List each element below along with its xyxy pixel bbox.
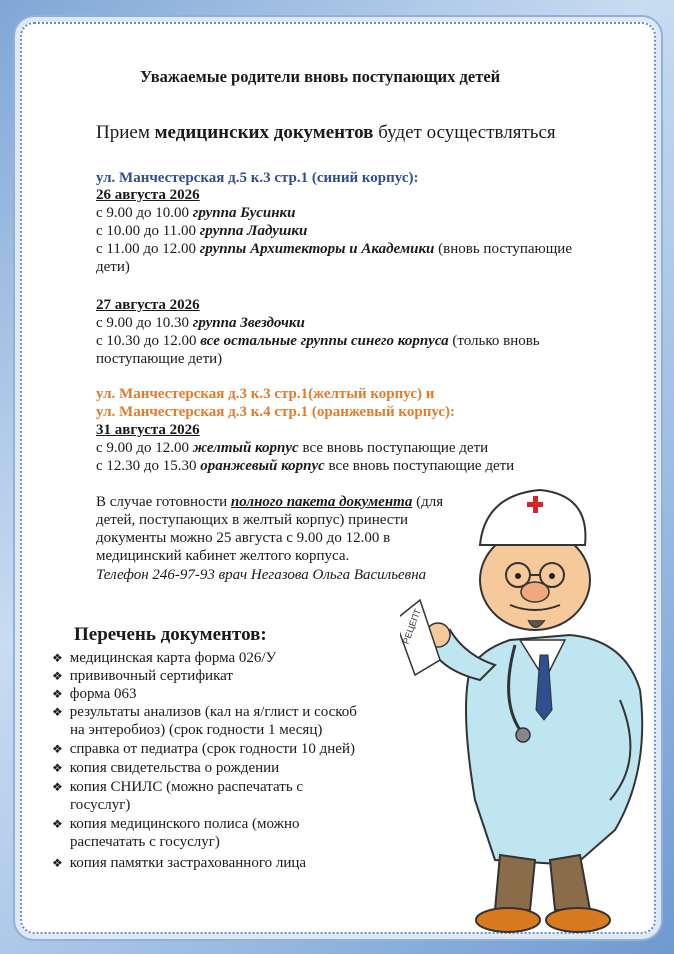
- list-item: ❖ копия СНИЛС (можно распечатать с: [52, 779, 304, 795]
- diamond-bullet-icon: ❖: [52, 780, 63, 794]
- list-item-cont: госуслуг): [70, 797, 131, 813]
- doctor-illustration: [400, 470, 674, 950]
- schedule-line: с 9.00 до 10.00 группа Бусинки: [96, 205, 296, 221]
- notice-line: медицинский кабинет желтого корпуса.: [96, 548, 350, 564]
- list-item: ❖ справка от педиатра (срок годности 10 дней): [52, 741, 355, 757]
- documents-list-title: Перечень документов:: [74, 624, 267, 645]
- diamond-bullet-icon: ❖: [52, 856, 63, 870]
- schedule-line: с 9.00 до 12.00 желтый корпус все вновь поступающие дети: [96, 440, 489, 456]
- schedule-line: с 10.30 до 12.00 все остальные группы синего корпуса (только вновь: [96, 333, 540, 349]
- diamond-bullet-icon: ❖: [52, 705, 63, 719]
- list-item: ❖ копия памятки застрахованного лица: [52, 855, 307, 871]
- diamond-bullet-icon: ❖: [52, 651, 63, 665]
- subtitle-bold-text: медицинских документов: [154, 122, 374, 143]
- list-item: ❖ прививочный сертификат: [52, 668, 233, 684]
- list-item-cont: распечатать с госуслуг): [70, 834, 220, 850]
- schedule-line-cont: дети): [96, 259, 130, 275]
- diamond-bullet-icon: ❖: [52, 669, 63, 683]
- subtitle-text: Прием: [96, 122, 155, 143]
- schedule-line: с 9.00 до 10.30 группа Звездочки: [96, 315, 305, 331]
- paper-label: РЕЦЕПТ: [400, 607, 423, 646]
- diamond-bullet-icon: ❖: [52, 817, 63, 831]
- schedule-line: с 10.00 до 11.00 группа Ладушки: [96, 223, 308, 239]
- list-item: ❖ медицинская карта форма 026/У: [52, 650, 277, 666]
- subtitle-text-end: будет осуществляться: [373, 122, 556, 143]
- address-orange-building: ул. Манчестерская д.3 к.4 стр.1 (оранжевый корпус):: [96, 404, 456, 420]
- date-3: 31 августа 2026: [96, 422, 200, 438]
- date-2: 27 августа 2026: [96, 297, 200, 313]
- address-blue-building: ул. Манчестерская д.5 к.3 стр.1 (синий корпус):: [96, 170, 419, 186]
- schedule-line: с 11.00 до 12.00 группы Архитекторы и Академики (вновь поступающие: [96, 241, 572, 257]
- list-item: ❖ форма 063: [52, 686, 137, 702]
- date-1: 26 августа 2026: [96, 187, 200, 203]
- notice-line: В случае готовности полного пакета документа (для: [96, 494, 444, 510]
- list-item: ❖ результаты анализов (кал на я/глист и соскоб: [52, 704, 357, 720]
- phone-line: Телефон 246-97-93 врач Негазова Ольга Васильевна: [96, 567, 427, 583]
- schedule-line-cont: поступающие дети): [96, 351, 223, 367]
- diamond-bullet-icon: ❖: [52, 761, 63, 775]
- notice-line: детей, поступающих в желтый корпус) принести: [96, 512, 409, 528]
- schedule-line: с 12.30 до 15.30 оранжевый корпус все вновь поступающие дети: [96, 458, 515, 474]
- diamond-bullet-icon: ❖: [52, 742, 63, 756]
- page-title: Уважаемые родители вновь поступающих детей: [140, 67, 501, 86]
- list-item: ❖ копия медицинского полиса (можно: [52, 816, 300, 832]
- address-yellow-building: ул. Манчестерская д.3 к.3 стр.1(желтый корпус) и: [96, 386, 435, 402]
- diamond-bullet-icon: ❖: [52, 687, 63, 701]
- list-item-cont: на энтеробиоз) (срок годности 1 месяц): [70, 722, 323, 738]
- page-subtitle: [96, 124, 556, 141]
- list-item: ❖ копия свидетельства о рождении: [52, 760, 280, 776]
- notice-line: документы можно 25 августа с 9.00 до 12.00 в: [96, 530, 391, 546]
